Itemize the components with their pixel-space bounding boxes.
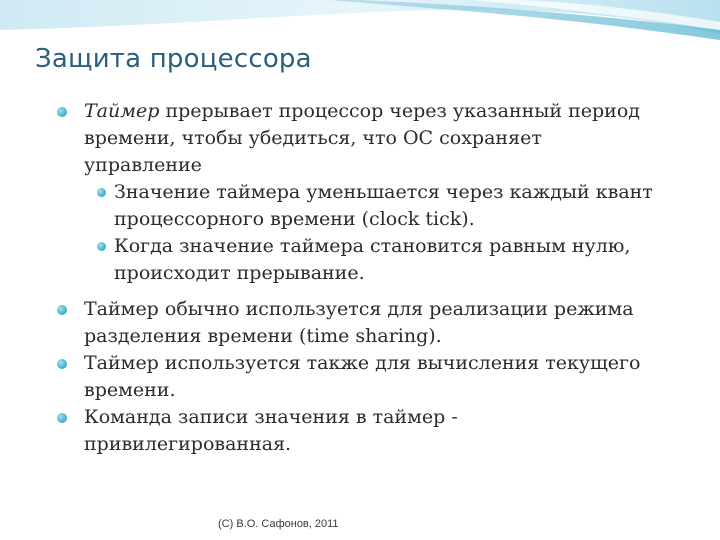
bullet-item-current-time: Таймер используется также для вычисления текущего времени. xyxy=(84,352,641,401)
bullet-icon xyxy=(57,359,67,369)
bullet-icon xyxy=(57,305,67,315)
sub-bullet-icon xyxy=(97,242,106,251)
bullet-icon xyxy=(57,107,67,117)
bullet-item-time-sharing: Таймер обычно используется для реализации режима разделения времени (time sharing). xyxy=(84,298,634,347)
sub-bullet-item-decrement: Значение таймера уменьшается через каждый квант процессорного времени (clock tick). xyxy=(114,181,653,230)
bullet-icon xyxy=(57,413,67,423)
emphasis-text: Таймер xyxy=(84,100,160,122)
footer-copyright: (C) В.О. Сафонов, 2011 xyxy=(218,518,339,530)
bullet-item-privileged: Команда записи значения в таймер - привилегированная. xyxy=(84,406,458,455)
sub-bullet-item-zero: Когда значение таймера становится равным нулю, происходит прерывание. xyxy=(114,235,631,284)
slide-title: Защита процессора xyxy=(35,44,312,74)
bullet-item-timer-interrupt xyxy=(84,98,664,179)
bullet-text: прерывает процессор через указанный период времени, чтобы убедиться, что ОС сохраняет управление xyxy=(84,100,640,176)
sub-bullet-icon xyxy=(97,188,106,197)
